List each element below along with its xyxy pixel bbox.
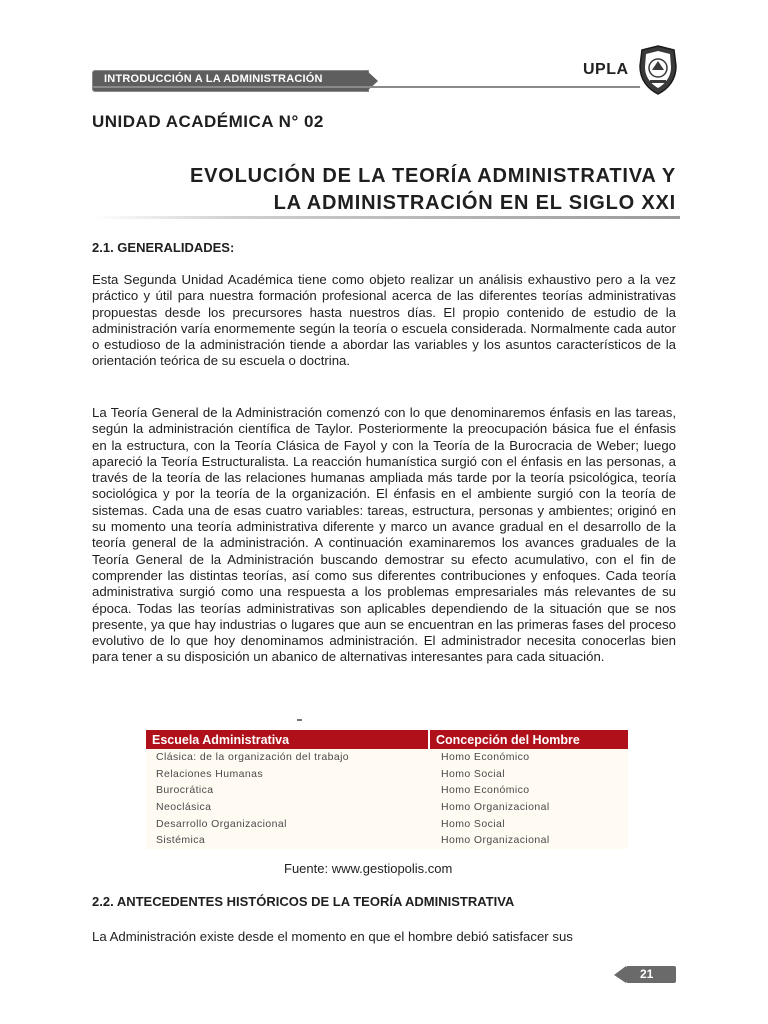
header-tab-label: INTRODUCCIÓN A LA ADMINISTRACIÓN [104,73,323,85]
unit-title: UNIDAD ACADÉMICA N° 02 [92,112,324,131]
table-cell: Desarrollo Organizacional [156,817,287,830]
page-title [92,163,676,217]
schools-table [146,730,628,849]
page-number: 21 [640,967,654,981]
university-seal-icon [638,44,678,96]
table-cell: Homo Económico [441,784,530,797]
table-cell: Sistémica [156,834,206,847]
column-header-concept: Concepción del Hombre [429,730,628,749]
paragraph: La Teoría General de la Administración comenzó con lo que denominaremos énfasis en las tareas, según la administración científica de Taylor. Posteriormente la preocupación básica fue el énfasis en la estructura, con la Teoría Clásica de Fayol y con la Teoría de la Burocracia de Weber; luego apareció la Teoría Estructuralista. La reacción humanística surgió con el énfasis en las personas, a través de la teoría de las relaciones humanas ampliada más tarde por la teoría psicológica, teoría sociológica y por la teoría de la organización. El énfasis en el ambiente surgió con la teoría de sistemas. Cada una de esas cuatro variables: tareas, estructura, personas y ambientes; originó en su momento una teoría administrativa diferente y marco un avance gradual en el desarrollo de la teoría general de la administración. A continuación examinaremos los avances graduales de la Teoría General de la Administración buscando demostrar su efecto acumulativo, con el fin de comprender las distintas teorías, así como sus diferentes contribuciones y enfoques. Cada teoría administrativa surgió como una respuesta a los problemas empresariales más relevantes de su época. Todas las teorías administrativas son aplicables dependiendo de la situación que se nos presente, ya que hay industrias o lugares que aun se encuentran en las primeras fases del proceso evolutivo de lo que hoy denominamos administración. El administrador necesita conocerlas bien para tener a su disposición un abanico de alternativas interesantes para cada situación. [92,405,676,665]
table-row [146,766,628,783]
table-row [146,832,628,849]
table-cell: Burocrática [156,784,214,797]
section-heading-antecedentes: 2.2. ANTECEDENTES HISTÓRICOS DE LA TEORÍA ADMINISTRATIVA [92,894,515,909]
paragraph: Esta Segunda Unidad Académica tiene como objeto realizar un análisis exhaustivo pero a la vez práctico y útil para nuestra formación profesional acerca de las diferentes teorías administrativas propuestas desde los precursores hasta nuestros días. El propio contenido de estudio de la administración varía enormemente según la teoría o escuela considerada. Normalmente cada autor o estudioso de la administración tiende a abordar las variables y los asuntos característicos de la orientación teórica de su escuela o doctrina. [92,272,676,369]
table-cell: Homo Económico [441,751,530,764]
table-row [146,815,628,832]
table-row [146,749,628,766]
table-cell: Homo Organizacional [441,834,550,847]
paragraph: La Administración existe desde el momento en que el hombre debió satisfacer sus [92,929,573,944]
section-heading-generalidades: 2.1. GENERALIDADES: [92,240,235,255]
table-cell: Relaciones Humanas [156,767,264,780]
table-cell: Homo Social [441,767,505,780]
table-row [146,799,628,816]
page-title-line-1: EVOLUCIÓN DE LA TEORÍA ADMINISTRATIVA Y [189,165,676,187]
table-header-row [146,730,628,749]
column-header-school: Escuela Administrativa [146,730,429,749]
table-cell: Homo Social [441,817,505,830]
header-divider [92,86,640,88]
table-row [146,782,628,799]
table-cell: Clásica: de la organización del trabajo [156,751,350,764]
table-marker [297,719,302,721]
table-cell: Neoclásica [156,801,212,814]
table-source: Fuente: www.gestiopolis.com [284,861,453,876]
brand-name: UPLA [583,61,629,78]
page-title-line-2: LA ADMINISTRACIÓN EN EL SIGLO XXI [273,192,676,214]
title-underline [92,216,680,219]
table-cell: Homo Organizacional [441,801,550,814]
page-number-arrow [614,966,626,983]
header-tab-arrow [366,70,378,92]
